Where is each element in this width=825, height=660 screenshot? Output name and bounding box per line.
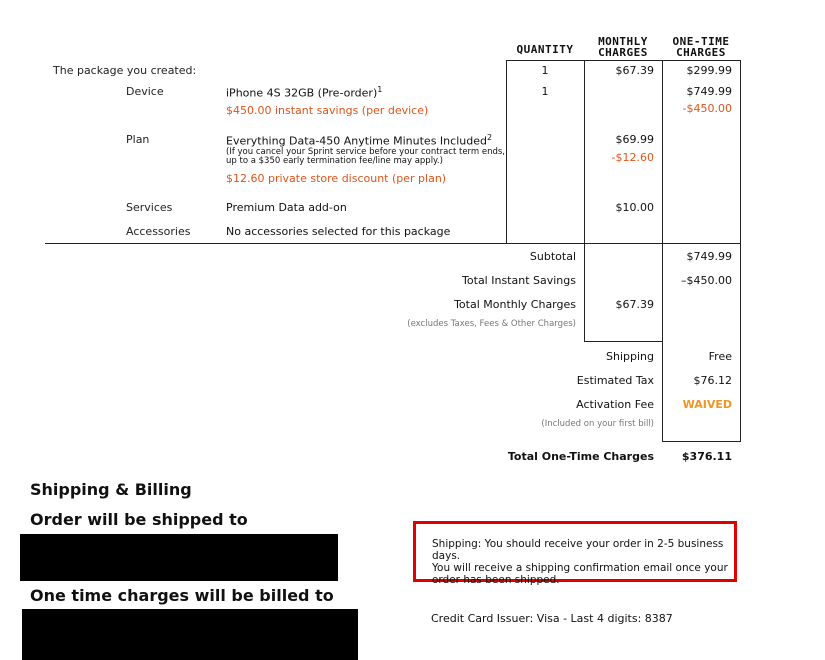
shipping-info-line1: Shipping: You should receive your order in 2-5 business days. (432, 538, 724, 562)
device-footnote: 1 (377, 85, 383, 94)
shipping-info-line2: You will receive a shipping confirmation email once your (432, 562, 728, 574)
device-onetime: $749.99 (686, 85, 732, 98)
monthly-charges-header (585, 36, 661, 58)
accessories-label: Accessories (126, 225, 191, 238)
monthly-charges-note: (excludes Taxes, Fees & Other Charges) (407, 319, 576, 329)
billing-address-redacted (22, 609, 358, 660)
monthly-box-bottom (584, 341, 663, 342)
table-top-border (506, 60, 741, 61)
plan-note-line1: (If you cancel your Sprint service before your contract term ends, (226, 147, 506, 157)
shipping-info-line3: order has been shipped. (432, 574, 560, 586)
onetime-box-bottom (662, 441, 741, 442)
device-name-text: iPhone 4S 32GB (Pre-order) (226, 86, 378, 100)
plan-name-text: Everything Data-450 Anytime Minutes Included (226, 134, 487, 148)
total-instant-savings-label: Total Instant Savings (462, 274, 576, 287)
shipping-value: Free (708, 350, 732, 363)
plan-label: Plan (126, 133, 150, 146)
device-onetime-discount: -$450.00 (682, 102, 732, 115)
onetime-header-line1: ONE-TIME (672, 35, 730, 48)
shipping-info-box (413, 521, 737, 586)
total-monthly-label: Total Monthly Charges (454, 298, 576, 311)
activation-fee-note: (Included on your first bill) (541, 419, 654, 429)
plan-discount-text: $12.60 private store discount (per plan) (226, 172, 447, 185)
quantity-header: QUANTITY (516, 43, 574, 56)
plan-footnote: 2 (486, 133, 493, 142)
total-onetime-label: Total One-Time Charges (507, 450, 654, 463)
total-monthly-value: $67.39 (615, 298, 654, 311)
plan-monthly: $69.99 (615, 133, 654, 146)
plan-name (226, 133, 492, 148)
credit-card-info: Credit Card Issuer: Visa - Last 4 digits: 8387 (431, 612, 673, 625)
total-instant-savings-value: –$450.00 (681, 274, 732, 287)
subtotal-value: $749.99 (686, 250, 732, 263)
onetime-col-right-border (740, 60, 741, 442)
total-onetime-value: $376.11 (681, 450, 732, 463)
monthly-header-line1: MONTHLY (598, 35, 648, 48)
shipping-billing-title: Shipping & Billing (30, 480, 192, 499)
onetime-header-line2: CHARGES (676, 46, 726, 59)
monthly-header-line2: CHARGES (598, 46, 648, 59)
accessories-name: No accessories selected for this package (226, 225, 451, 238)
services-name: Premium Data add-on (226, 201, 347, 214)
device-savings: $450.00 instant savings (per device) (226, 104, 429, 117)
device-label: Device (126, 85, 164, 98)
device-quantity: 1 (541, 85, 549, 98)
package-label: The package you created: (53, 64, 197, 77)
activation-fee-label: Activation Fee (576, 398, 654, 411)
shipping-label: Shipping (606, 350, 654, 363)
package-onetime: $299.99 (686, 64, 732, 77)
package-bottom-border (45, 243, 741, 244)
estimated-tax-label: Estimated Tax (576, 374, 654, 387)
package-quantity: 1 (541, 64, 549, 77)
shipped-to-heading: Order will be shipped to (30, 510, 248, 529)
activation-fee-value: WAIVED (682, 398, 732, 411)
plan-note-line2: up to a $350 early termination fee/line may apply.) (226, 156, 443, 166)
subtotal-label: Subtotal (529, 250, 576, 263)
services-monthly: $10.00 (615, 201, 654, 214)
estimated-tax-value: $76.12 (693, 374, 732, 387)
plan-monthly-discount: -$12.60 (611, 151, 654, 164)
device-name (226, 85, 382, 100)
onetime-charges-header (662, 36, 740, 58)
shipping-address-redacted (20, 534, 338, 581)
services-label: Services (126, 201, 173, 214)
billed-to-heading: One time charges will be billed to (30, 586, 334, 605)
package-monthly: $67.39 (615, 64, 654, 77)
